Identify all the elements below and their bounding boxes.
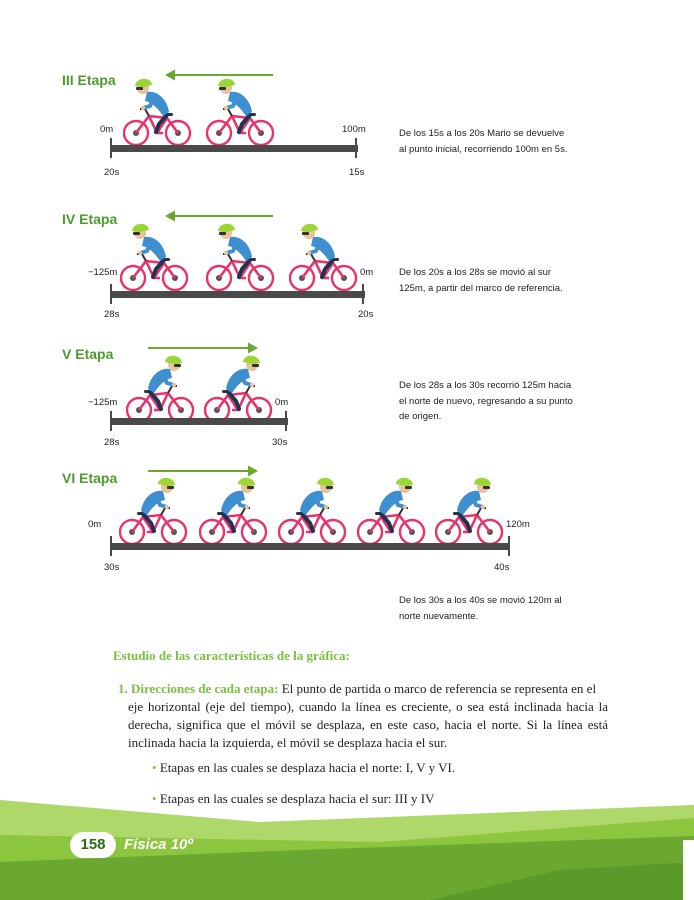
page-number: 158 [70, 832, 116, 858]
item-text-continued: eje horizontal (eje del tiempo), cuando la línea es creciente, o sea está inclinada hacia la derecha, significa que el móvil se desplaza, en este caso, hacia el norte. Si la línea está inclinada hacia la izquierda, el móvil se desplaza hacia el sur. [128, 699, 608, 750]
stage-title: IV Etapa [62, 211, 118, 227]
bullet-dot-icon: • [152, 760, 157, 775]
time-label-end: 40s [494, 562, 510, 573]
direction-item [118, 680, 608, 698]
track-tick [508, 536, 510, 556]
stage-description: De los 28s a los 30s recorrió 125m hacia el norte de nuevo, regresando a su punto de origen. [399, 380, 573, 422]
track-line [110, 418, 288, 425]
position-label-end: 120m [506, 519, 530, 530]
track-tick [110, 536, 112, 556]
bullet-item: • Etapas en las cuales se desplaza hacia el sur: III y IV [152, 791, 435, 806]
cyclist-icon [120, 221, 190, 293]
position-label-start: 0m [100, 124, 114, 135]
cyclist-icon [119, 475, 189, 547]
bullet-dot-icon: • [152, 791, 157, 806]
stage-title: VI Etapa [62, 470, 118, 486]
cyclist-icon [357, 475, 427, 547]
position-label-start: −125m [88, 397, 118, 408]
track-tick [110, 284, 112, 304]
time-label-start: 30s [104, 562, 120, 573]
cyclist-icon [435, 475, 505, 547]
cyclist-icon [126, 353, 196, 425]
cyclist-icon [204, 353, 274, 425]
time-label-end: 30s [272, 437, 288, 448]
stage-description: De los 20s a los 28s se movió al sur 125m, a partir del marco de referencia. [399, 267, 563, 294]
cyclist-icon [199, 475, 269, 547]
item-label: 1. Direcciones de cada etapa: [118, 681, 279, 696]
cyclist-icon [206, 76, 276, 148]
time-label-end: 20s [358, 309, 374, 320]
cyclist-icon [289, 221, 359, 293]
track-tick [110, 411, 112, 431]
position-label-end: 100m [342, 124, 366, 135]
cyclist-icon [123, 76, 193, 148]
position-label-start: −125m [88, 267, 118, 278]
cyclist-icon [206, 221, 276, 293]
track-tick [355, 138, 357, 158]
track-line [110, 543, 510, 550]
item-text: El punto de partida o marco de referencia se representa en el [281, 681, 597, 696]
time-label-start: 28s [104, 437, 120, 448]
track-tick [110, 138, 112, 158]
bullet-item: • Etapas en las cuales se desplaza hacia el norte: I, V y VI. [152, 760, 456, 775]
track-line [110, 145, 358, 152]
track-tick [362, 284, 364, 304]
time-label-start: 20s [104, 167, 120, 178]
stage-description: De los 30s a los 40s se movió 120m al norte nuevamente. [399, 595, 562, 622]
position-label-end: 0m [360, 267, 374, 278]
stage-title: III Etapa [62, 72, 116, 88]
time-label-end: 15s [349, 167, 365, 178]
stage-description: De los 15s a los 20s Mario se devuelve al punto inicial, recorriendo 100m en 5s. [399, 128, 568, 155]
position-label-start: 0m [88, 519, 102, 530]
subject-title: Física 10º [124, 836, 193, 853]
track-line [110, 291, 365, 298]
stage-title: V Etapa [62, 346, 114, 362]
track-tick [285, 411, 287, 431]
cyclist-icon [278, 475, 348, 547]
section-heading: Estudio de las características de la gráfica: [113, 648, 350, 663]
time-label-start: 28s [104, 309, 120, 320]
position-label-end: 0m [275, 397, 289, 408]
